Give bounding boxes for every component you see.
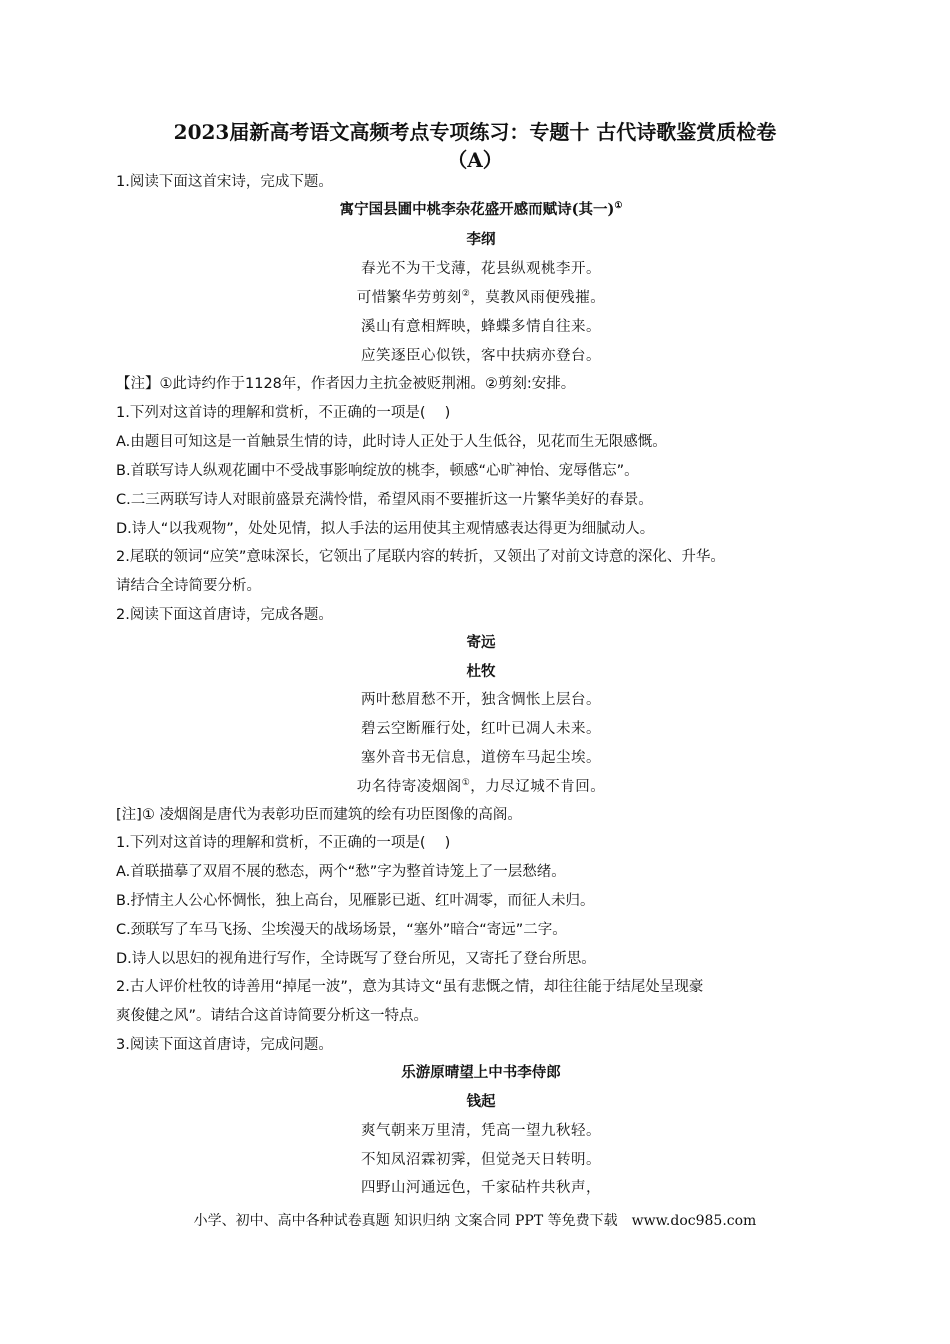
q2-verse-4 <box>116 777 846 797</box>
q1-verse-2-end: ，莫教风雨便残摧。 <box>470 290 606 306</box>
q1-poem-title-text: 寓宁国县圃中桃李杂花盛开感而赋诗(其一) <box>339 201 615 218</box>
q2-verse-4-start: 功名待寄凌烟阁 <box>356 779 462 795</box>
q3-poem-title: 乐游原晴望上中书李侍郎 <box>401 1064 561 1081</box>
page-footer: 小学、初中、高中各种试卷真题 知识归纳 文案合同 PPT 等免费下载 www.doc985.com <box>193 1213 757 1229</box>
q1-sub2-line-2: 请结合全诗简要分析。 <box>116 578 261 594</box>
title-line-1: 2023届新高考语文高频考点专项练习：专题十 古代诗歌鉴赏质检卷 <box>173 120 777 144</box>
q2-option-b: B.抒情主人公心怀惆怅，独上高台，见雁影已逝、红叶凋零，而征人未归。 <box>116 893 595 909</box>
q1-sub2-line-1: 2.尾联的领词“应笑”意味深长，它领出了尾联内容的转折，又领出了对前文诗意的深化、升华。 <box>116 549 725 565</box>
q1-poem-title-footnote-mark: ① <box>614 201 623 212</box>
q2-verse-1: 两叶愁眉愁不开，独含惆怅上层台。 <box>361 692 601 708</box>
q1-poem-title <box>116 200 846 220</box>
q3-verse-3: 四野山河通远色，千家砧杵共秋声， <box>361 1180 601 1196</box>
q1-verse-2-start: 可惜繁华劳剪刻 <box>356 290 462 306</box>
q1-option-b: B.首联写诗人纵观花圃中不受战事影响绽放的桃李，顿感“心旷神怡、宠辱偕忘”。 <box>116 463 639 479</box>
title-line-2: （A） <box>447 148 503 172</box>
q2-option-c: C.颈联写了车马飞扬、尘埃漫天的战场场景，“塞外”暗合“寄远”二字。 <box>116 922 567 938</box>
q2-poem-title: 寄远 <box>466 634 496 651</box>
q2-sub2-line-2: 爽俊健之风”。请结合这首诗简要分析这一特点。 <box>116 1008 429 1024</box>
q1-verse-4: 应笑逐臣心似铁，客中扶病亦登台。 <box>361 348 601 364</box>
q1-verse-2 <box>116 288 846 308</box>
document-title <box>60 118 890 174</box>
q1-option-d: D.诗人“以我观物”，处处见情，拟人手法的运用使其主观情感表达得更为细腻动人。 <box>116 521 655 537</box>
q2-sub2-line-1: 2.古人评价杜牧的诗善用“掉尾一波”，意为其诗文“虽有悲慨之情，却往往能于结尾处呈现豪 <box>116 979 704 995</box>
q1-poem-author: 李纲 <box>466 231 496 248</box>
q2-poem-author: 杜牧 <box>466 663 496 680</box>
q2-verse-2: 碧云空断雁行处，红叶已凋人未来。 <box>361 721 601 737</box>
q3-verse-1: 爽气朝来万里清，凭高一望九秋轻。 <box>361 1123 601 1139</box>
q3-poem-author: 钱起 <box>466 1093 496 1110</box>
q2-note: [注]① 凌烟阁是唐代为表彰功臣而建筑的绘有功臣图像的高阁。 <box>116 807 522 823</box>
q3-intro: 3.阅读下面这首唐诗，完成问题。 <box>116 1037 333 1053</box>
q1-verse-2-footnote-mark: ② <box>461 289 471 300</box>
q1-verse-1: 春光不为干戈薄，花县纵观桃李开。 <box>361 261 601 277</box>
q2-verse-4-end: ，力尽辽城不肯回。 <box>470 779 606 795</box>
q2-intro: 2.阅读下面这首唐诗，完成各题。 <box>116 607 333 623</box>
q1-note: 【注】①此诗约作于1128年，作者因力主抗金被贬荆湘。②剪刻:安排。 <box>116 376 576 392</box>
q1-option-a: A.由题目可知这是一首触景生情的诗，此时诗人正处于人生低谷，见花而生无限感慨。 <box>116 434 667 450</box>
q2-sub1-question: 1.下列对这首诗的理解和赏析，不正确的一项是( ) <box>116 835 451 851</box>
q2-option-a: A.首联描摹了双眉不展的愁态，两个“愁”字为整首诗笼上了一层愁绪。 <box>116 864 566 880</box>
q1-option-c: C.二三两联写诗人对眼前盛景充满怜惜，希望风雨不要摧折这一片繁华美好的春景。 <box>116 492 653 508</box>
q1-verse-3: 溪山有意相辉映，蜂蝶多情自往来。 <box>361 319 601 335</box>
q1-sub1-question: 1.下列对这首诗的理解和赏析，不正确的一项是( ) <box>116 405 451 421</box>
q1-intro: 1.阅读下面这首宋诗，完成下题。 <box>116 174 333 190</box>
q2-verse-4-footnote-mark: ① <box>461 778 471 789</box>
q2-option-d: D.诗人以思妇的视角进行写作，全诗既写了登台所见，又寄托了登台所思。 <box>116 951 596 967</box>
q2-verse-3: 塞外音书无信息，道傍车马起尘埃。 <box>361 750 601 766</box>
q3-verse-2: 不知凤沼霖初霁，但觉尧天日转明。 <box>361 1152 601 1168</box>
